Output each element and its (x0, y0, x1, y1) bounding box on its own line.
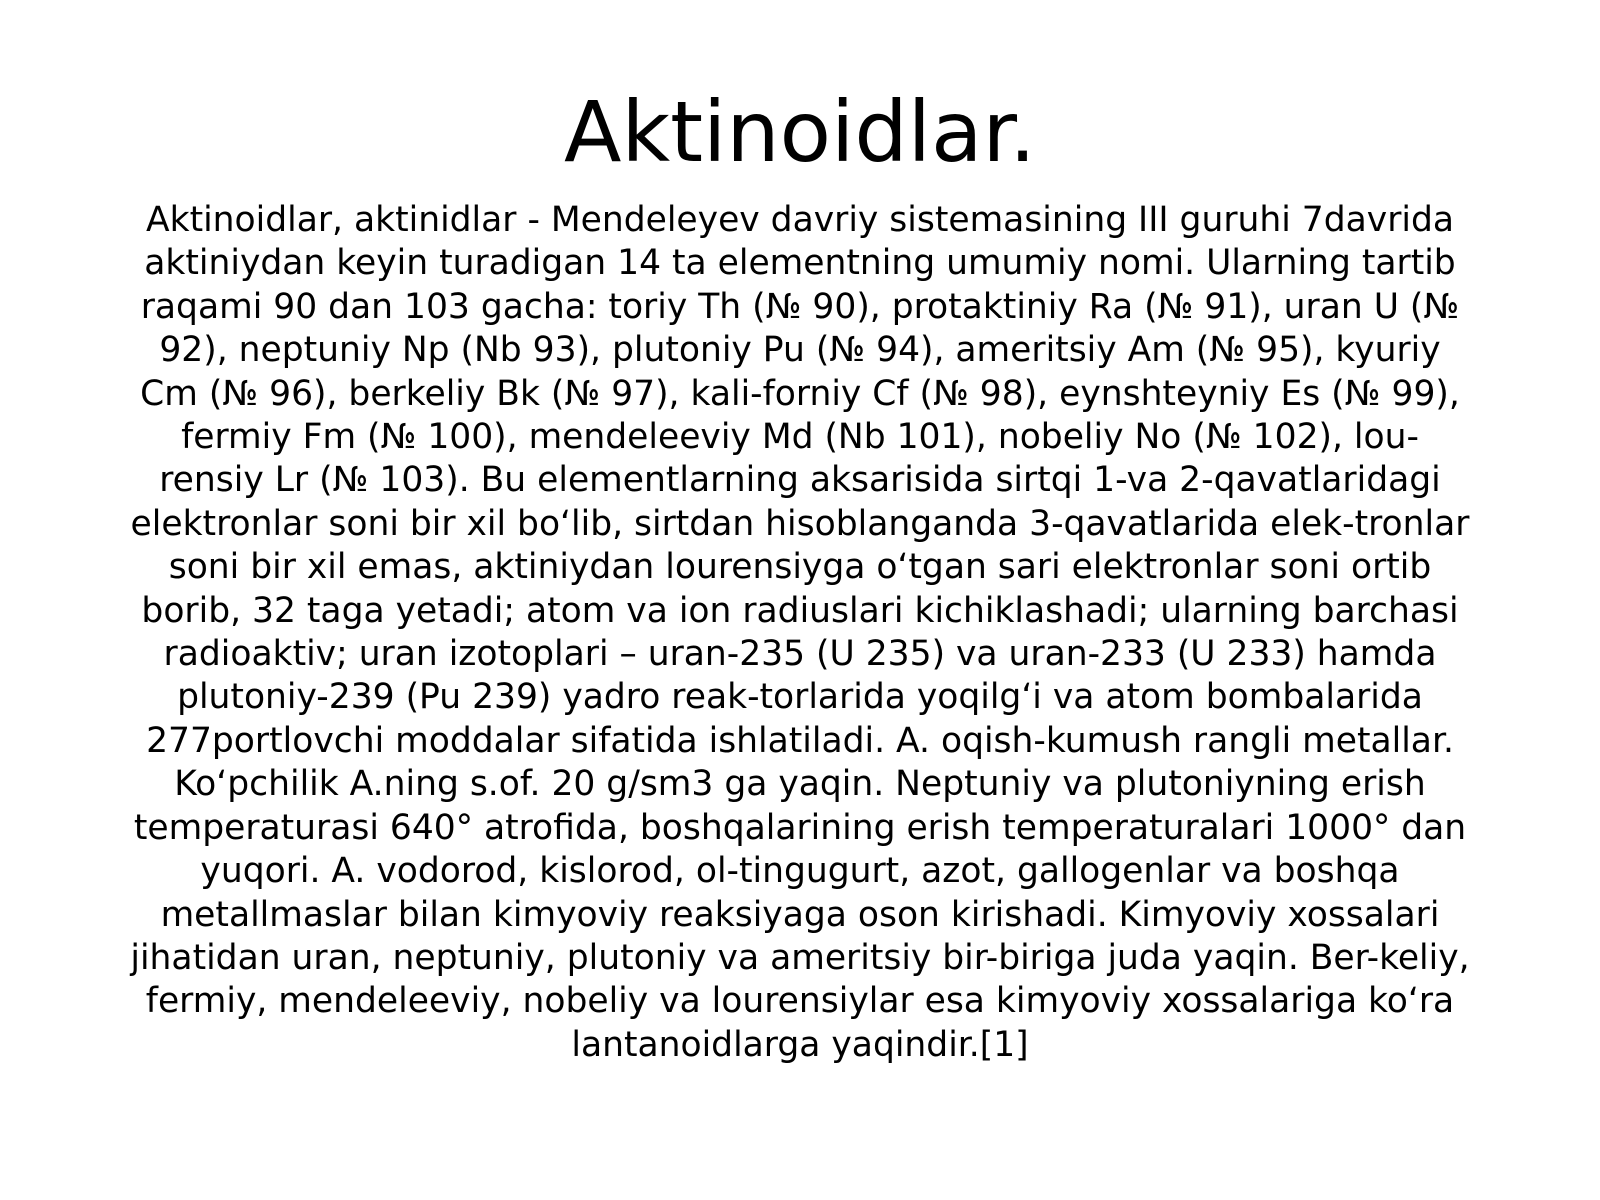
body-line: lantanoidlarga yaqindir.[1] (571, 1024, 1029, 1065)
slide-body-text (88, 199, 1512, 1067)
body-line: soni bir xil emas, aktiniydan lourensiyga oʻtgan sari elektronlar soni ortib (168, 547, 1432, 588)
body-line: 277portlovchi moddalar sifatida ishlatiladi. A. oqish-kumush rangli metallar. (146, 720, 1454, 761)
body-line: Aktinoidlar, aktinidlar - Mendeleyev davriy sistemasining III guruhi 7davrida (145, 200, 1455, 240)
body-line: borib, 32 taga yetadi; atom va ion radiuslari kichiklashadi; ularning barchasi (141, 590, 1459, 631)
body-line: plutoniy-239 (Pu 239) yadro reak-torlarida yoqilgʻi va atom bombalarida (177, 677, 1423, 718)
body-line: yuqori. A. vodorod, kislorod, ol-tingugurt, azot, gallogenlar va boshqa (200, 851, 1400, 892)
body-line: metallmaslar bilan kimyoviy reaksiyaga oson kirishadi. Kimyoviy xossalari (160, 894, 1440, 935)
body-line: 92), neptuniy Np (Nb 93), plutoniy Pu (№ 94), ameritsiy Am (№ 95), kyuriy (159, 330, 1441, 371)
slide-title: Aktinoidlar. (563, 83, 1036, 181)
body-line: rensiy Lr (№ 103). Bu elementlarning aksarisida sirtqi 1-va 2-qavatlaridagi (159, 460, 1441, 501)
body-line: aktiniydan keyin turadigan 14 ta elementning umumiy nomi. Ularning tartib (144, 243, 1456, 284)
body-line: fermiy, mendeleeviy, nobeliy va lourensiylar esa kimyoviy xossalariga koʻra (145, 981, 1455, 1022)
body-line: jihatidan uran, neptuniy, plutoniy va ameritsiy bir-biriga juda yaqin. Ber-keliy, (130, 937, 1470, 978)
body-line: raqami 90 dan 103 gacha: toriy Th (№ 90), protaktiniy Ra (№ 91), uran U (№ (140, 286, 1460, 327)
body-line: Cm (№ 96), berkeliy Bk (№ 97), kali-forniy Cf (№ 98), eynshteyniy Es (№ 99), (140, 373, 1460, 414)
body-line: fermiy Fm (№ 100), mendeleeviy Md (Nb 101), nobeliy No (№ 102), lou- (181, 417, 1419, 458)
body-line: radioaktiv; uran izotoplari – uran-235 (U 235) va uran-233 (U 233) hamda (163, 634, 1437, 675)
body-line: temperaturasi 640° atrofida, boshqalarining erish temperaturalari 1000° dan (133, 807, 1467, 848)
body-line: elektronlar soni bir xil boʻlib, sirtdan hisoblanganda 3-qavatlarida elek-tronlar (130, 503, 1470, 544)
body-line: Koʻpchilik A.ning s.of. 20 g/sm3 ga yaqin. Neptuniy va plutoniyning erish (174, 764, 1426, 805)
